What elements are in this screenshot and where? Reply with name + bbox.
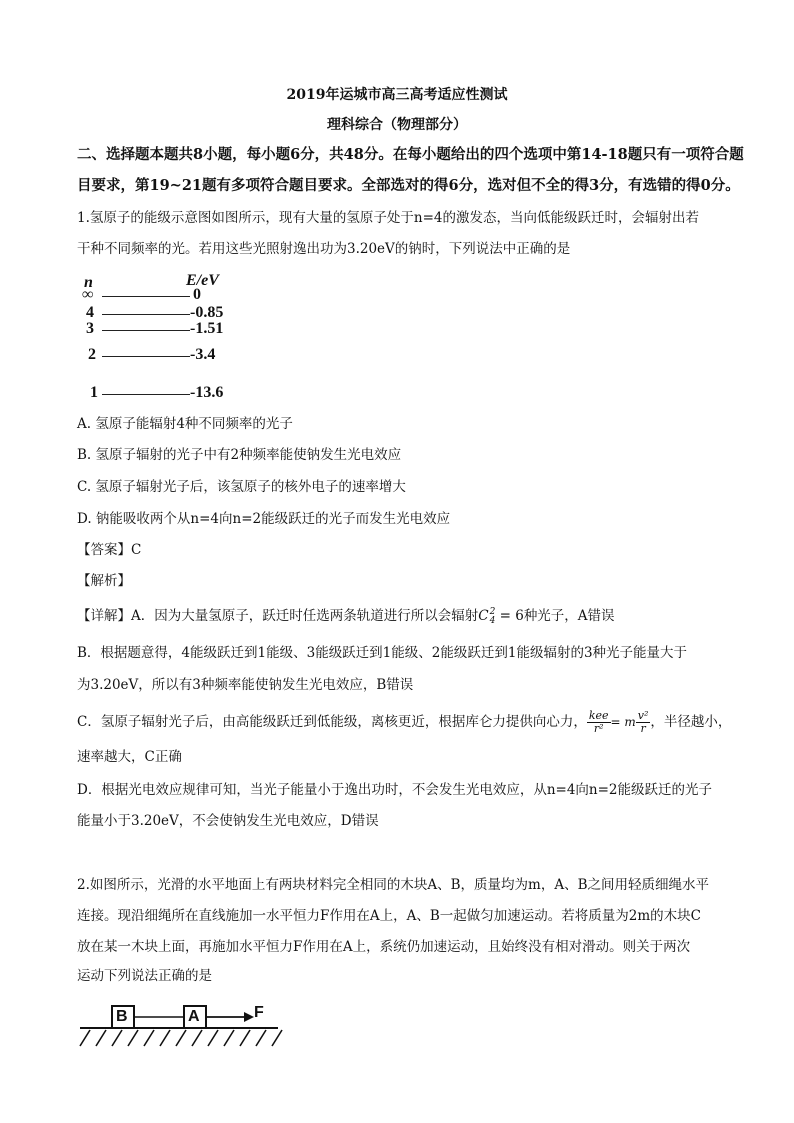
- detail-c-post: ，半径越小，: [650, 714, 732, 730]
- formula-eq: = 6: [495, 608, 524, 624]
- q2-stem-line4: 运动下列说法正确的是: [77, 968, 212, 984]
- level-line-1: [102, 394, 190, 395]
- q1-answer: 【答案】C: [77, 542, 142, 558]
- q1-option-b: B. 氢原子辐射的光子中有2种频率能使钠发生光电效应: [77, 447, 402, 463]
- section-instructions-line2: 目要求，第19~21题有多项符合题目要求。全部选对的得6分，选对但不全的得3分，有选错的得0分。: [77, 177, 740, 194]
- level-line-inf: [102, 296, 190, 297]
- diagram-n-header: n: [84, 274, 93, 291]
- level-n-4: 4: [86, 304, 94, 321]
- q1-detail-b1: B．根据题意得，4能级跃迁到1能级、3能级跃迁到1能级、2能级跃迁到1能级辐射的3种光子能量大于: [77, 645, 688, 661]
- q1-option-a: A. 氢原子能辐射4种不同频率的光子: [77, 416, 293, 432]
- page-title: 2019年运城市高三高考适应性测试: [286, 87, 508, 103]
- detail-c-text: C．氢原子辐射光子后，由高能级跃迁到低能级，离核更近，根据库仑力提供向心力，: [77, 714, 587, 730]
- fraction-kee-r2: [587, 710, 611, 735]
- level-e-4: -0.85: [190, 304, 224, 321]
- level-n-1: 1: [90, 384, 98, 401]
- q1-stem-line1: 1.氢原子的能级示意图如图所示，现有大量的氢原子处于n=4的激发态，当向低能级跃迁时，会辐射出若: [77, 210, 699, 226]
- level-e-inf: 0: [193, 286, 201, 303]
- block-b-label: B: [116, 1008, 128, 1025]
- q1-stem-line2: 干种不同频率的光。若用这些光照射逸出功为3.20eV的钠时，下列说法中正确的是: [77, 241, 571, 257]
- q1-analysis-label: 【解析】: [77, 573, 131, 589]
- combination-formula: [478, 608, 495, 624]
- q1-detail-c: [77, 709, 731, 735]
- force-label: F: [254, 1004, 264, 1021]
- level-e-1: -13.6: [190, 384, 224, 401]
- page-subtitle: 理科综合（物理部分）: [327, 117, 467, 133]
- q1-detail-c2: 速率越大，C正确: [77, 749, 182, 765]
- formula-sup: 2: [489, 606, 496, 617]
- level-n-2: 2: [88, 346, 96, 363]
- q1-detail-d1: D．根据光电效应规律可知，当光子能量小于逸出功时，不会发生光电效应，从n=4向n=2能级跃迁的光子: [77, 782, 713, 798]
- detail-a-text: 【详解】A．因为大量氢原子，跃迁时任选两条轨道进行所以会辐射: [77, 608, 479, 624]
- q1-detail-b2: 为3.20eV，所以有3种频率能使钠发生光电效应，B错误: [77, 677, 414, 693]
- q1-option-d: D. 钠能吸收两个从n=4向n=2能级跃迁的光子而发生光电效应: [77, 511, 451, 527]
- level-e-2: -3.4: [190, 346, 216, 363]
- q1-detail-a: [77, 606, 615, 626]
- section-instructions-line1: 二、选择题本题共8小题，每小题6分，共48分。在每小题给出的四个选项中第14-18题只有一项符合题: [77, 146, 744, 163]
- q2-stem-line2: 连接。现沿细绳所在直线施加一水平恒力F作用在A上，A、B一起做匀加速运动。若将质量为2m的木块C: [77, 908, 702, 924]
- q2-stem-line3: 放在某一木块上面，再施加水平恒力F作用在A上，系统仍加速运动，且始终没有相对滑动。则关于两次: [77, 939, 691, 955]
- formula-eq-m: = m: [610, 715, 636, 729]
- level-line-4: [102, 314, 190, 315]
- frac-den: r: [640, 722, 646, 735]
- energy-level-diagram: [80, 272, 260, 407]
- frac-den: r²: [593, 722, 604, 735]
- frac-num: kee: [588, 709, 609, 722]
- level-n-inf: ∞: [82, 286, 94, 303]
- q1-detail-d2: 能量小于3.20eV，不会使钠发生光电效应，D错误: [77, 813, 379, 829]
- formula-c: C: [478, 608, 489, 624]
- detail-a-post: 种光子，A错误: [523, 608, 615, 624]
- frac-num: v²: [637, 709, 649, 722]
- blocks-diagram: [76, 1000, 286, 1052]
- formula-sub: 4: [489, 615, 496, 626]
- level-line-2: [102, 356, 190, 357]
- block-a-label: A: [188, 1008, 200, 1025]
- diagram-e-header: E/eV: [186, 272, 219, 289]
- level-e-3: -1.51: [190, 320, 224, 337]
- level-n-3: 3: [86, 320, 94, 337]
- q2-stem-line1: 2.如图所示，光滑的水平地面上有两块材料完全相同的木块A、B，质量均为m，A、B之间用轻质细绳水平: [77, 877, 710, 893]
- fraction-v2-r: [636, 710, 651, 735]
- level-line-3: [102, 330, 190, 331]
- q1-option-c: C. 氢原子辐射光子后，该氢原子的核外电子的速率增大: [77, 479, 406, 495]
